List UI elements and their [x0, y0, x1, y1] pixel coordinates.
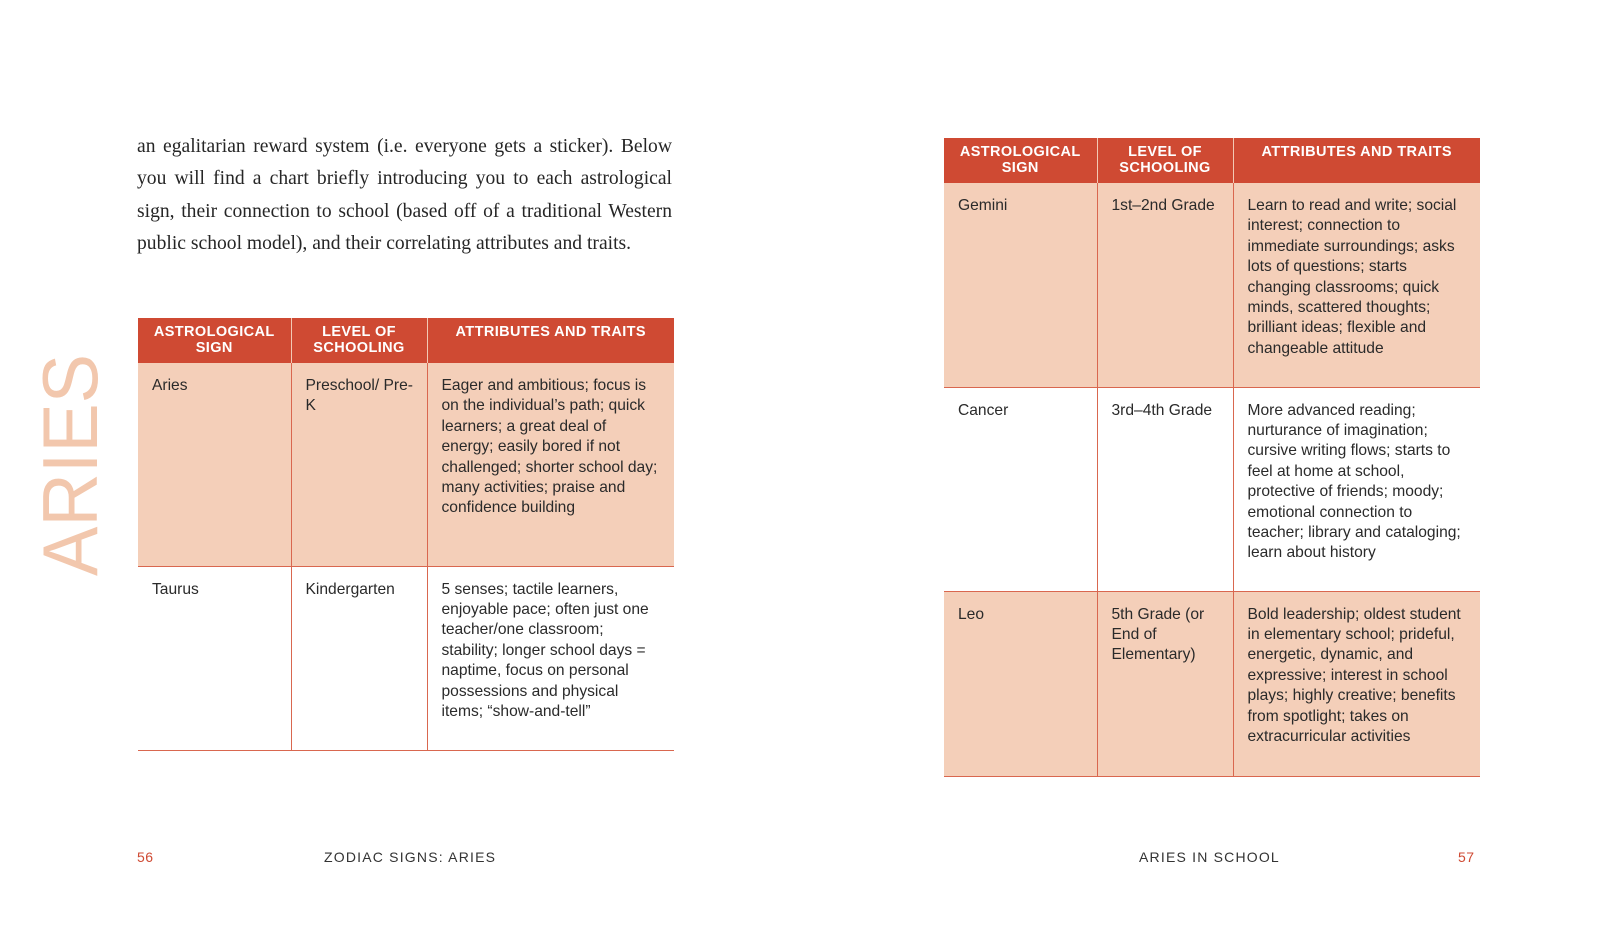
cell-traits: Bold leadership; oldest student in elementary school; prideful, energetic, dynamic, and expressive; interest in school plays; highly creative; benefits from spotlight; takes on extracurricular activities — [1233, 591, 1480, 776]
cell-traits: More advanced reading; nurturance of imagination; cursive writing flows; starts to feel at home at school, protective of friends; moody; emotional connection to teacher; library and cataloging; learn about history — [1233, 387, 1480, 591]
header-astrological-sign: ASTROLOGICAL SIGN — [138, 318, 291, 363]
cell-traits: Learn to read and write; social interest; connection to immediate surroundings; asks lots of questions; starts changing classrooms; quick minds, scattered thoughts; brilliant ideas; flexible and changeable attitude — [1233, 183, 1480, 387]
table-row-cancer — [944, 387, 1480, 591]
table-row-leo — [944, 591, 1480, 776]
cell-level: Kindergarten — [291, 566, 427, 750]
header-attributes-and-traits: ATTRIBUTES AND TRAITS — [1233, 138, 1480, 183]
cell-sign: Taurus — [138, 566, 291, 750]
cell-sign: Gemini — [944, 183, 1097, 387]
table-header-row — [944, 138, 1480, 183]
page-number-left: 56 — [137, 849, 154, 865]
cell-level: 1st–2nd Grade — [1097, 183, 1233, 387]
cell-sign: Cancer — [944, 387, 1097, 591]
page-number-right: 57 — [1458, 849, 1475, 865]
side-title-text: ARIES — [26, 341, 114, 576]
zodiac-school-table-left — [138, 318, 674, 751]
side-title-aries — [26, 341, 114, 578]
table-row-aries — [138, 363, 674, 566]
cell-traits: 5 senses; tactile learners, enjoyable pace; often just one teacher/one classroom; stability; longer school days = naptime, focus on personal possessions and physical items; “show-and-tell” — [427, 566, 674, 750]
header-level-of-schooling: LEVEL OF SCHOOLING — [1097, 138, 1233, 183]
cell-traits: Eager and ambitious; focus is on the individual’s path; quick learners; a great deal of energy; easily bored if not challenged; shorter school day; many activities; praise and confidence building — [427, 363, 674, 566]
header-astrological-sign: ASTROLOGICAL SIGN — [944, 138, 1097, 183]
cell-level: 3rd–4th Grade — [1097, 387, 1233, 591]
intro-paragraph: an egalitarian reward system (i.e. everyone gets a sticker). Below you will find a chart briefly introducing you to each astrological sign, their connection to school (based off of a traditional Western public school model), and their correlating attributes and traits. — [137, 136, 672, 254]
cell-sign: Leo — [944, 591, 1097, 776]
zodiac-school-table-right — [944, 138, 1480, 777]
table-header-row — [138, 318, 674, 363]
cell-sign: Aries — [138, 363, 291, 566]
running-title-left: ZODIAC SIGNS: ARIES — [324, 849, 497, 865]
cell-level: Preschool/ Pre-K — [291, 363, 427, 566]
running-title-right: ARIES IN SCHOOL — [1139, 849, 1280, 865]
table-row-gemini — [944, 183, 1480, 387]
table-row-taurus — [138, 566, 674, 750]
header-level-of-schooling: LEVEL OF SCHOOLING — [291, 318, 427, 363]
cell-level: 5th Grade (or End of Elementary) — [1097, 591, 1233, 776]
header-attributes-and-traits: ATTRIBUTES AND TRAITS — [427, 318, 674, 363]
